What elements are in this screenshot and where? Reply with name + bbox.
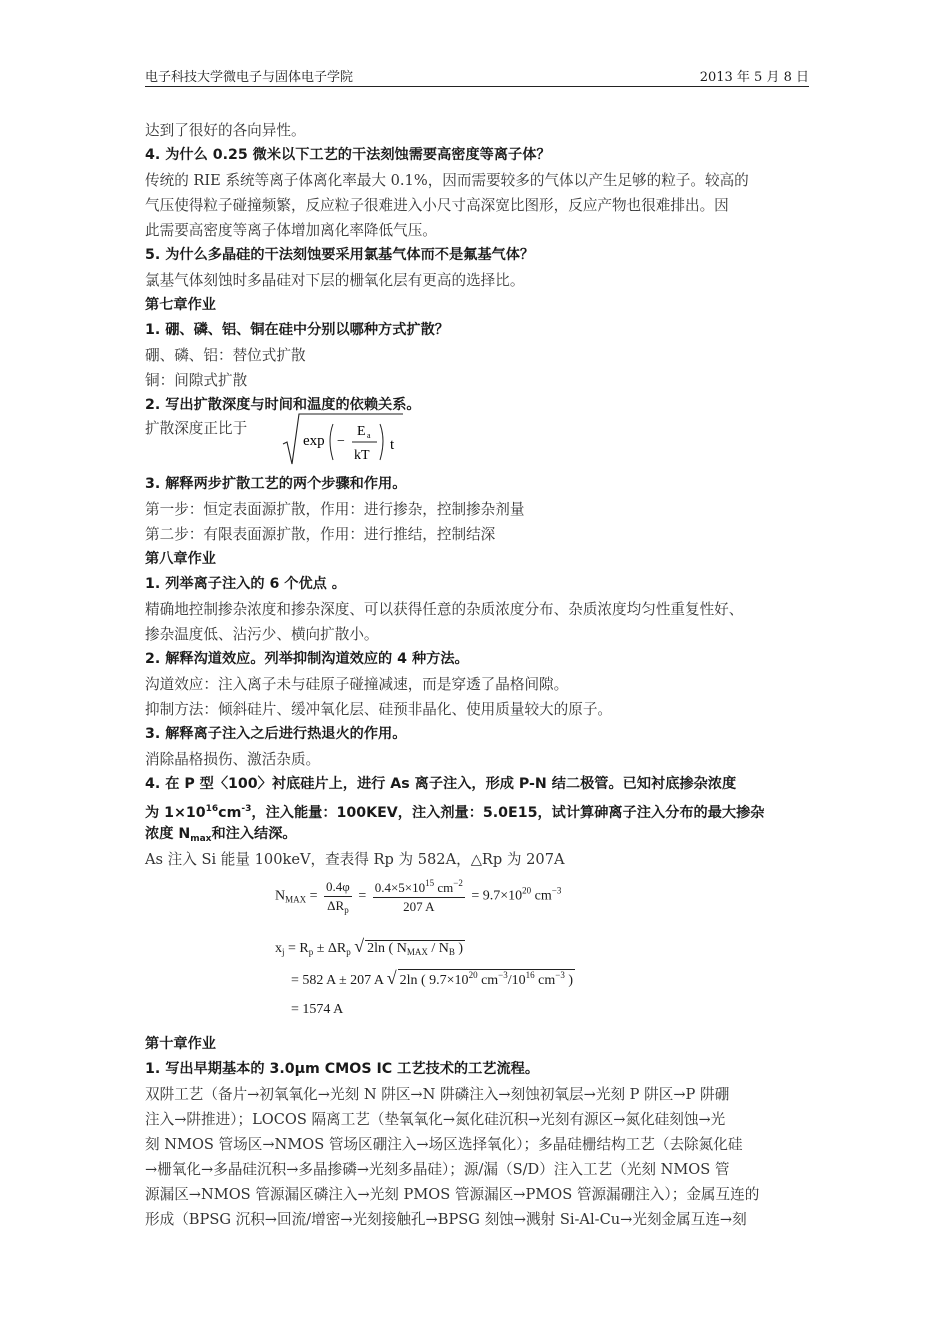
question-8-4-line2: 为 $1\times 10^{16}cm^{-3}$，注入能量：100KEV，注入剂量：5.0E15，试计算砷离子注入分布的最大掺杂 [145, 804, 765, 821]
question-line: 3. 解释两步扩散工艺的两个步骤和作用。 [145, 476, 407, 492]
question-line: 1. 列举离子注入的 6 个优点 。 [145, 576, 346, 592]
frac-numerator: E [357, 424, 366, 439]
text-block-3 [145, 1032, 808, 1232]
answer-line: 沟道效应：注入离子未与硅原子碰撞减速，而是穿透了晶格间隙。 [145, 676, 569, 693]
page-header [145, 62, 809, 87]
answer-line: 硼、磷、铝：替位式扩散 [145, 347, 306, 364]
answer-line: 第一步：恒定表面源扩散，作用：进行掺杂，控制掺杂剂量 [145, 501, 525, 518]
answer-line: 注入→阱推进）；LOCOS 隔离工艺（垫氧氧化→氮化硅沉积→光刻有源区→氮化硅刻蚀→光 [145, 1111, 726, 1128]
answer-line: 气压使得粒子碰撞频繁，反应粒子很难进入小尺寸高深宽比图形，反应产物也很难排出。因 [145, 197, 729, 214]
question-line: 2. 写出扩散深度与时间和温度的依赖关系。 [145, 397, 421, 413]
diffusion-label: 扩散深度正比于 [145, 420, 248, 437]
answer-line: 掺杂温度低、沾污少、横向扩散小。 [145, 626, 379, 643]
xj-equation-line2: = 582 A ± 207 A √ 2ln ( $9.7\times 10^{20}$ $cm^{-3}/10^{16}$ $cm^{-3}$ ) [291, 968, 573, 988]
answer-line: 精确地控制掺杂浓度和掺杂深度、可以获得任意的杂质浓度分布、杂质浓度均匀性重复性好、 [145, 601, 744, 618]
xj-equation-line3: = 1574 A [291, 1002, 344, 1017]
question-line: 3. 解释离子注入之后进行热退火的作用。 [145, 726, 407, 742]
t-variable: t [390, 437, 395, 453]
question-line: 4. 为什么 0.25 微米以下工艺的干法刻蚀需要高密度等离子体？ [145, 147, 551, 163]
answer-line: 氯基气体刻蚀时多晶硅对下层的栅氧化层有更高的选择比。 [145, 272, 525, 289]
question-line: 2. 解释沟道效应。列举抑制沟道效应的 4 种方法。 [145, 651, 469, 667]
answer-8-4: As 注入 Si 能量 100keV，查表得 Rp 为 582A，△Rp 为 207A [145, 851, 565, 868]
answer-line: 源漏区→NMOS 管源漏区磷注入→光刻 PMOS 管源漏区→PMOS 管源漏硼注入）；金属互连的 [145, 1186, 760, 1203]
frac-numerator-sub: a [367, 431, 371, 440]
question-line: 第八章作业 [145, 551, 216, 567]
diffusion-formula [281, 412, 405, 468]
nmax-equation: $N_{MAX}$ = $\frac{0.4\varphi}{\Delta R_p}$ = $\frac{0.4\times 5\times 10^{15} cm^{-2}}{207 A}$ = $9.7\times 10^{20}$ $cm^{-3}$ [275, 878, 562, 915]
frac-denominator: kT [354, 448, 370, 463]
answer-line: 刻 NMOS 管场区→NMOS 管场区硼注入→场区选择氧化）；多晶硅栅结构工艺（去除氮化硅 [145, 1136, 743, 1153]
diffusion-formula-line [145, 418, 808, 472]
answer-line: 形成（BPSG 沉积→回流/增密→光刻接触孔→BPSG 刻蚀→溅射 Si-Al-Cu→光刻金属互连→刻 [145, 1211, 747, 1228]
answer-line: 传统的 RIE 系统等离子体离化率最大 0.1%，因而需要较多的气体以产生足够的粒子。较高的 [145, 172, 749, 189]
equation-block [145, 872, 808, 1032]
sqrt-formula-graphic [281, 412, 405, 468]
answer-line: 达到了很好的各向异性。 [145, 122, 306, 139]
xj-equation-line1: $x_j = R_p \pm \Delta R_p$ √ 2ln ( $N_{MAX} / N_B$ ) [275, 936, 464, 957]
question-line: 5. 为什么多晶硅的干法刻蚀要采用氯基气体而不是氟基气体？ [145, 247, 535, 263]
header-institution: 电子科技大学微电子与固体电子学院 [145, 70, 354, 85]
fraction-1: $\frac{0.4\varphi}{\Delta R_p}$ [326, 878, 350, 915]
exp-text: exp [303, 433, 325, 449]
question-line: 1. 写出早期基本的 3.0μm CMOS IC 工艺技术的工艺流程。 [145, 1061, 540, 1077]
answer-line: 此需要高密度等离子体增加离化率降低气压。 [145, 222, 437, 239]
header-date: 2013 年 5 月 8 日 [699, 70, 809, 85]
answer-line: 消除晶格损伤、激活杂质。 [145, 751, 321, 768]
document-body [145, 118, 808, 1232]
answer-line: 第二步：有限表面源扩散，作用：进行推结，控制结深 [145, 526, 496, 543]
answer-line: 铜：间隙式扩散 [145, 372, 248, 389]
question-8-4-line1: 4. 在 P 型〈100〉衬底硅片上，进行 As 离子注入，形成 P-N 结二极管。已知衬底掺杂浓度 [145, 776, 737, 792]
question-8-4-line3: 浓度 $N_{max}$和注入结深。 [145, 826, 297, 844]
answer-line: 抑制方法：倾斜硅片、缓冲氧化层、硅预非晶化、使用质量较大的原子。 [145, 701, 613, 718]
question-line: 第十章作业 [145, 1036, 216, 1052]
fraction-2: $\frac{0.4\times 5\times 10^{15} cm^{-2}}{207 A}$ [374, 878, 463, 914]
answer-line: →栅氧化→多晶硅沉积→多晶掺磷→光刻多晶硅）；源/漏（S/D）注入工艺（光刻 NMOS 管 [145, 1161, 730, 1178]
question-line: 第七章作业 [145, 297, 216, 313]
text-block-2 [145, 472, 808, 772]
text-block-1 [145, 118, 808, 418]
question-line: 1. 硼、磷、铝、铜在硅中分别以哪种方式扩散？ [145, 322, 449, 338]
minus-sign: − [337, 434, 345, 449]
answer-line: 双阱工艺（备片→初氧氧化→光刻 N 阱区→N 阱磷注入→刻蚀初氧层→光刻 P 阱区→P 阱硼 [145, 1086, 730, 1103]
